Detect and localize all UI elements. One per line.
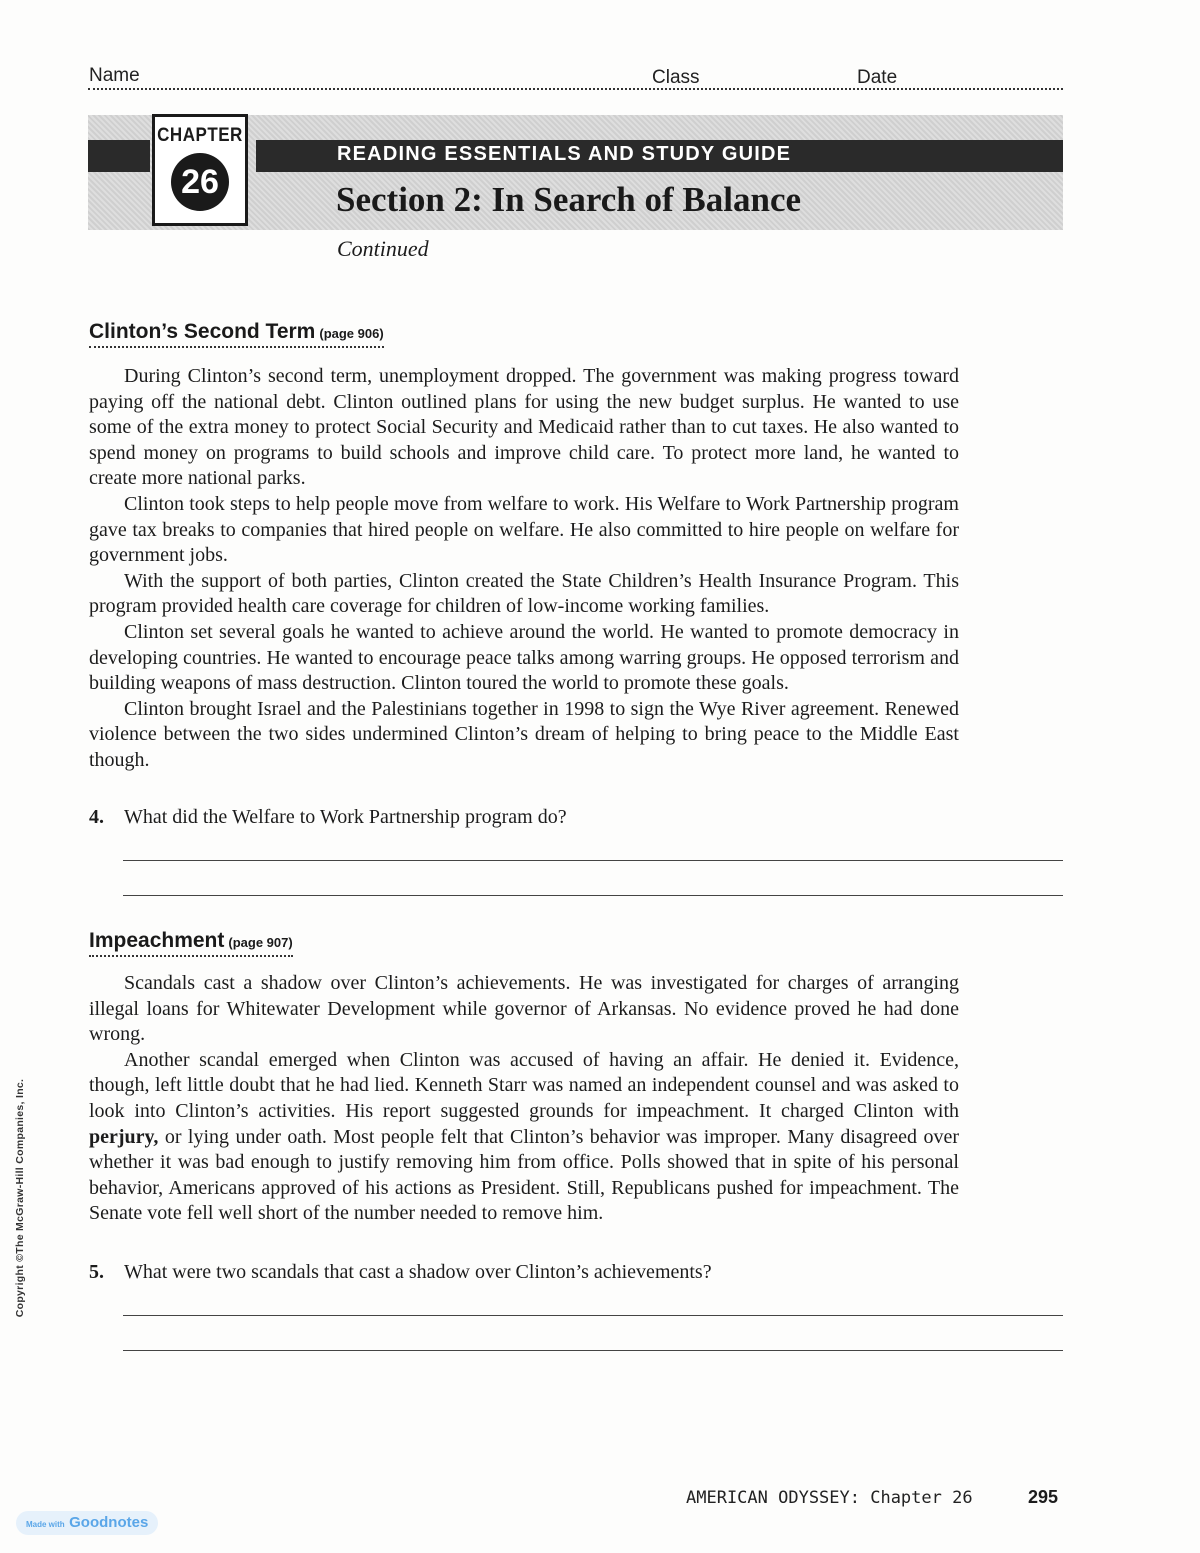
- question-text: What were two scandals that cast a shadow over Clinton’s achievements?: [124, 1261, 712, 1283]
- class-label: Class: [652, 67, 700, 88]
- paragraph: With the support of both parties, Clinton created the State Children’s Health Insurance Program. This program provided health care coverage for children of low-income working families.: [89, 569, 959, 618]
- section-heading-second-term: [89, 320, 384, 348]
- answer-line[interactable]: [123, 1350, 1063, 1351]
- answer-line[interactable]: [123, 895, 1063, 896]
- paragraph-text: Another scandal emerged when Clinton was accused of having an affair. He denied it. Evidence, though, left little doubt that he had lied. Kenneth Starr was named an independent counsel and was asked to look into Clinton’s activities. His report suggested grounds for impeachment. It charged Clinton with: [89, 1048, 959, 1122]
- banner-bar-left: [88, 140, 150, 172]
- page-ref: (page 907): [228, 935, 293, 950]
- continued-label: Continued: [337, 236, 429, 261]
- paragraph: Clinton brought Israel and the Palestinians together in 1998 to sign the Wye River agreement. Renewed violence between the two sides undermined Clinton’s dream of helping to bring peace to the Middle East though.: [89, 697, 959, 771]
- footer-book-title: AMERICAN ODYSSEY: Chapter 26: [686, 1488, 973, 1508]
- answer-line[interactable]: [123, 1315, 1063, 1316]
- section-heading-text: Impeachment: [89, 929, 225, 952]
- impeachment-text: [89, 971, 959, 1227]
- question-4: [89, 806, 567, 829]
- second-term-text: [89, 364, 959, 774]
- answer-line[interactable]: [123, 860, 1063, 861]
- header-rule: [88, 88, 1063, 90]
- section-heading-text: Clinton’s Second Term: [89, 320, 316, 343]
- paragraph: Clinton set several goals he wanted to achieve around the world. He wanted to promote democracy in developing countries. He wanted to encourage peace talks among warring groups. He opposed terrorism and building weapons of mass destruction. Clinton toured the world to promote these goals.: [89, 620, 959, 695]
- paragraph: Clinton took steps to help people move from welfare to work. His Welfare to Work Partnership program gave tax breaks to companies that hired people on welfare. He also committed to hire people on welfare for government jobs.: [89, 492, 959, 567]
- date-label: Date: [857, 67, 898, 88]
- section-heading-impeachment: [89, 929, 293, 957]
- chapter-badge: [152, 114, 248, 226]
- paragraph-text: or lying under oath. Most people felt that Clinton’s behavior was improper. Many disagreed over whether it was bad enough to justify removing him from office. Polls showed that in spite of his personal behavior, Americans approved of his actions as President. Still, Republicans pushed for impeachment. The Senate vote fell well short of the number needed to remove him.: [89, 1125, 959, 1225]
- section-title: Section 2: In Search of Balance: [336, 180, 802, 219]
- question-number: 5.: [89, 1261, 104, 1283]
- paragraph: Scandals cast a shadow over Clinton’s achievements. He was investigated for charges of arranging illegal loans for Whitewater Development while governor of Arkansas. No evidence proved he had done wrong.: [89, 972, 959, 1046]
- goodnotes-watermark: [16, 1511, 158, 1535]
- copyright-notice: Copyright ©The McGraw-Hill Companies, Inc.: [14, 1078, 26, 1318]
- name-label: Name: [89, 65, 140, 86]
- chapter-word: CHAPTER: [157, 123, 243, 146]
- paragraph: During Clinton’s second term, unemployment dropped. The government was making progress toward paying off the national debt. Clinton outlined plans for using the new budget surplus. He wanted to use some of the extra money to protect Social Security and Medicaid rather than to cut taxes. He also wanted to spend money on programs to build schools and improve child care. To protect more land, he wanted to create more national parks.: [89, 365, 959, 490]
- watermark-prefix: Made with: [26, 1520, 65, 1529]
- page-ref: (page 906): [319, 326, 384, 341]
- guide-title: READING ESSENTIALS AND STUDY GUIDE: [337, 143, 792, 165]
- watermark-brand: Goodnotes: [69, 1514, 149, 1531]
- question-5: [89, 1261, 712, 1284]
- question-text: What did the Welfare to Work Partnership program do?: [124, 806, 567, 828]
- paragraph: [89, 1048, 959, 1227]
- chapter-number: 26: [171, 153, 229, 211]
- question-number: 4.: [89, 806, 104, 828]
- key-term-perjury: perjury,: [89, 1125, 159, 1148]
- page-number: 295: [1028, 1487, 1059, 1507]
